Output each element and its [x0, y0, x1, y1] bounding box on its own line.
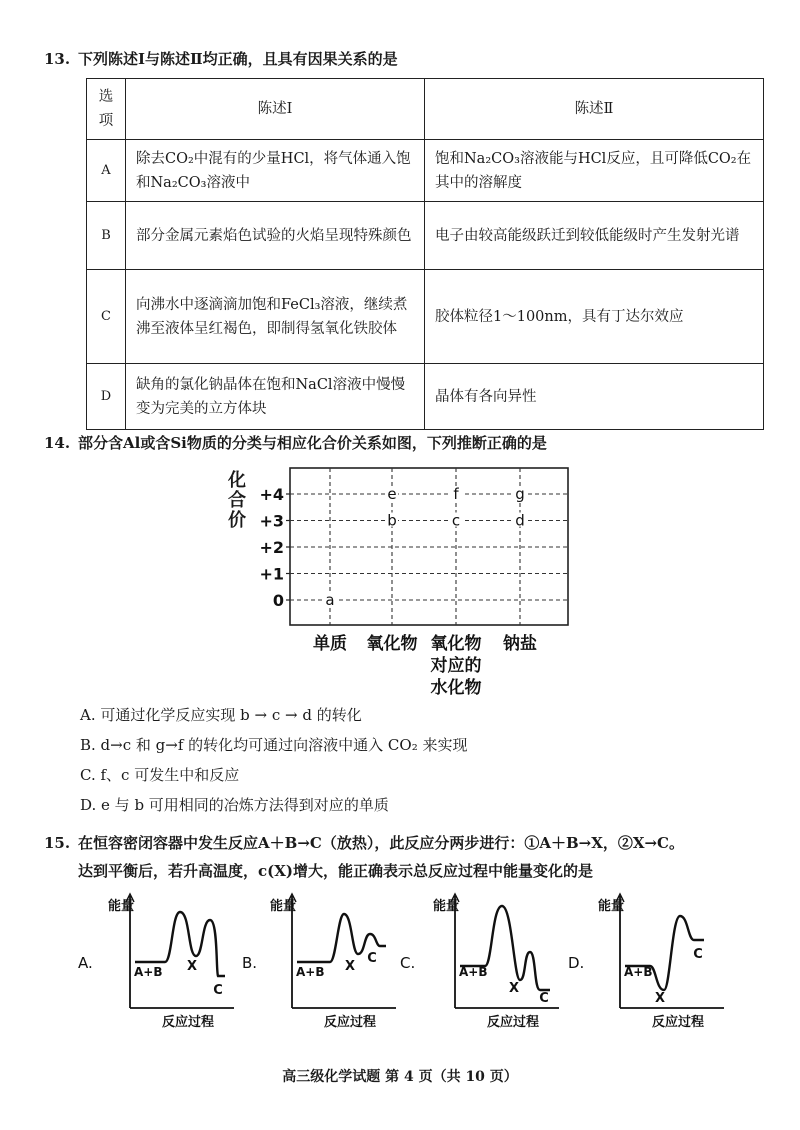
table-row	[87, 140, 764, 202]
energy-product-label: C	[693, 947, 703, 962]
chart-x-tick-label: 水化物	[430, 678, 482, 698]
chart-y-tick-label: 0	[272, 591, 284, 610]
q15-number: 15.	[44, 834, 71, 852]
energy-product-label: C	[539, 991, 549, 1006]
chart-y-tick-label: +1	[259, 564, 284, 584]
q13-option-d: D	[87, 364, 126, 430]
q13-title	[44, 48, 398, 69]
table-row	[87, 202, 764, 270]
q13-d-statement2: 晶体有各向异性	[425, 364, 764, 430]
chart-point-label: g	[515, 485, 525, 503]
chart-y-tick-label: +3	[259, 511, 284, 531]
q13-c-statement1: 向沸水中逐滴滴加饱和FeCl₃溶液，继续煮沸至液体呈红褐色，即制得氢氧化铁胶体	[126, 270, 425, 364]
energy-intermediate-label: X	[508, 981, 520, 996]
energy-product-label: C	[367, 951, 377, 966]
energy-intermediate-label: X	[344, 959, 356, 974]
chart-point-label: b	[387, 511, 397, 530]
q13-b-statement1: 部分金属元素焰色试验的火焰呈现特殊颜色	[126, 202, 425, 270]
energy-option-label: D.	[568, 954, 585, 972]
q13-option-c: C	[87, 270, 126, 364]
q14-title	[44, 432, 547, 453]
energy-y-label: 能量	[433, 899, 460, 914]
chart-x-tick-label: 钠盐	[503, 634, 537, 654]
chart-point-label: d	[515, 511, 525, 530]
chart-y-tick-label: +4	[259, 485, 284, 504]
q15-stem-line2: 达到平衡后，若升高温度，c(X)增大，能正确表示总反应过程中能量变化的是	[78, 862, 593, 880]
q13-stem: 下列陈述Ⅰ与陈述Ⅱ均正确，且具有因果关系的是	[78, 50, 398, 68]
chart-point-label: c	[451, 511, 461, 530]
chart-x-tick-label: 对应的	[430, 656, 482, 676]
q14-valence-chart	[240, 460, 600, 700]
chart-x-tick-label: 氧化物	[366, 634, 418, 654]
energy-product-label: C	[213, 983, 223, 998]
energy-reactant-label: A+B	[134, 965, 163, 979]
energy-x-label: 反应过程	[486, 1015, 540, 1030]
q13-table	[86, 78, 764, 430]
q13-header-option: 选项	[87, 79, 126, 140]
chart-x-tick-label: 单质	[313, 634, 347, 654]
chart-x-tick-label: 氧化物	[430, 634, 482, 654]
q13-option-a: A	[87, 140, 126, 202]
energy-y-label: 能量	[270, 899, 297, 914]
table-row	[87, 364, 764, 430]
q14-stem: 部分含Al或含Si物质的分类与相应化合价关系如图，下列推断正确的是	[78, 434, 547, 452]
q14-number: 14.	[44, 434, 71, 452]
q14-option-b: B. d→c 和 g→f 的转化均可通过向溶液中通入 CO₂ 来实现	[80, 736, 468, 754]
energy-reactant-label: A+B	[296, 965, 325, 979]
chart-point-label: a	[325, 591, 335, 609]
q14-option-a: A. 可通过化学反应实现 b → c → d 的转化	[80, 706, 362, 724]
energy-x-label: 反应过程	[161, 1015, 215, 1030]
q15-title	[44, 832, 684, 853]
q15-energy-diagrams	[60, 890, 750, 1040]
q14-options	[80, 700, 467, 820]
energy-y-label: 能量	[598, 899, 625, 914]
q13-c-statement2: 胶体粒径1～100nm，具有丁达尔效应	[425, 270, 764, 364]
energy-x-label: 反应过程	[323, 1015, 377, 1030]
q13-d-statement1: 缺角的氯化钠晶体在饱和NaCl溶液中慢慢变为完美的立方体块	[126, 364, 425, 430]
q14-y-axis-label: 化合价	[225, 470, 246, 530]
energy-option-label: C.	[400, 954, 416, 972]
chart-y-tick-label: +2	[259, 538, 284, 557]
q14-option-c: C. f、c 可发生中和反应	[80, 766, 240, 784]
energy-reactant-label: A+B	[459, 965, 488, 979]
q13-header-statement2: 陈述Ⅱ	[425, 79, 764, 140]
q15-stem-line1: 在恒容密闭容器中发生反应A＋B→C（放热），此反应分两步进行：①A＋B→X，②X→C。	[78, 834, 684, 852]
q13-header-statement1: 陈述Ⅰ	[126, 79, 425, 140]
chart-point-label: e	[387, 485, 397, 503]
q14-option-d: D. e 与 b 可用相同的冶炼方法得到对应的单质	[80, 796, 389, 814]
q13-a-statement2: 饱和Na₂CO₃溶液能与HCl反应，且可降低CO₂在其中的溶解度	[425, 140, 764, 202]
energy-option-label: A.	[78, 954, 93, 972]
energy-x-label: 反应过程	[651, 1015, 705, 1030]
energy-intermediate-label: X	[186, 959, 198, 974]
energy-option-label: B.	[242, 954, 258, 972]
table-row	[87, 270, 764, 364]
energy-y-label: 能量	[108, 899, 135, 914]
q13-b-statement2: 电子由较高能级跃迁到较低能级时产生发射光谱	[425, 202, 764, 270]
page-footer: 高三级化学试题 第 4 页（共 10 页）	[282, 1069, 518, 1085]
energy-reactant-label: A+B	[624, 965, 653, 979]
q13-option-b: B	[87, 202, 126, 270]
q13-header-row	[87, 79, 764, 140]
energy-intermediate-label: X	[654, 991, 666, 1006]
q13-a-statement1: 除去CO₂中混有的少量HCl，将气体通入饱和Na₂CO₃溶液中	[126, 140, 425, 202]
chart-point-label: f	[453, 485, 459, 503]
q13-number: 13.	[44, 50, 71, 68]
